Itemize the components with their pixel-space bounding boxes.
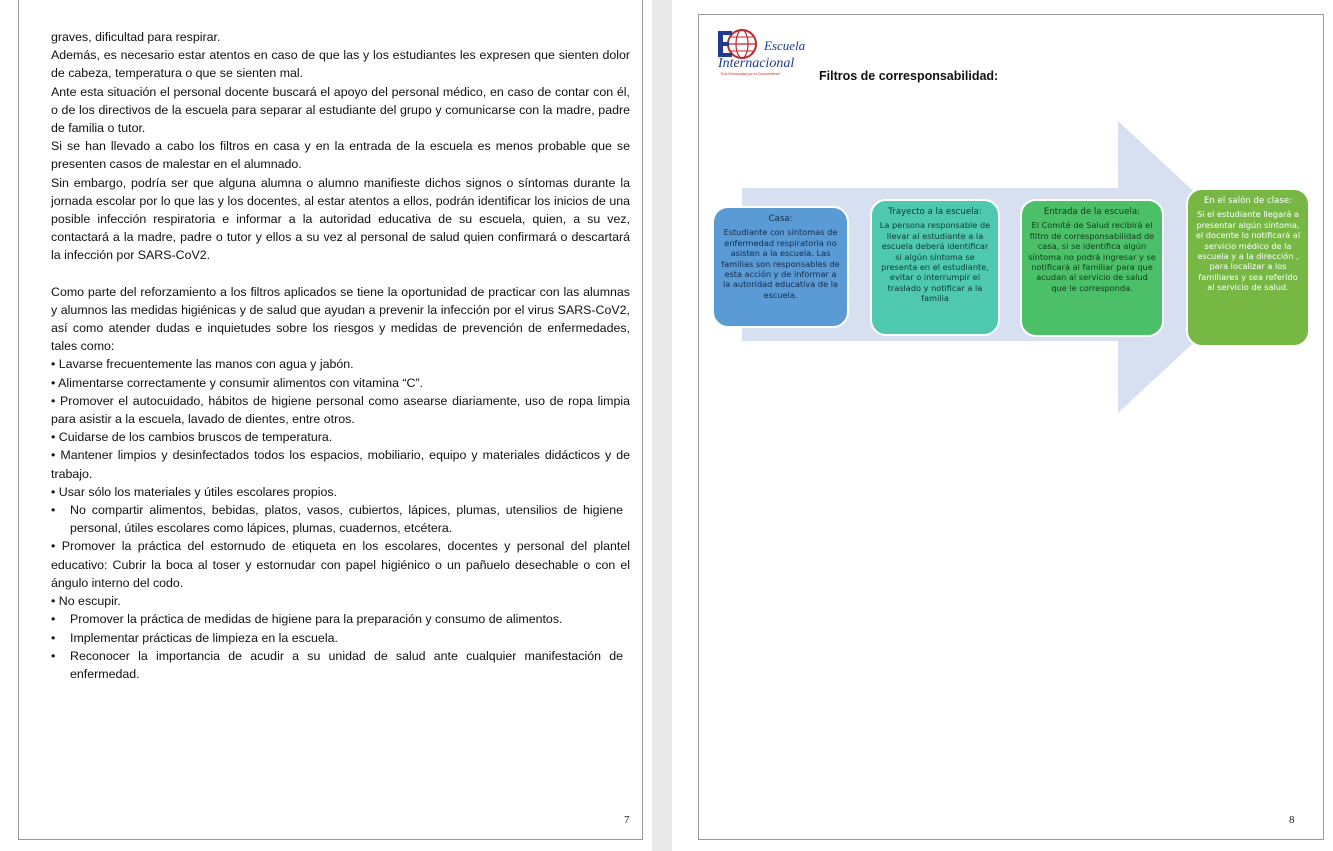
page-number: 8	[1289, 814, 1295, 826]
logo-text: Escuela	[764, 38, 806, 53]
step-entrada	[1020, 199, 1164, 337]
page-number: 7	[624, 814, 630, 826]
step-title: Entrada de la escuela:	[1043, 207, 1141, 217]
body-text	[51, 28, 630, 683]
list-item	[51, 610, 630, 628]
bullet-symbol: •	[51, 612, 56, 627]
page-gap	[652, 0, 672, 851]
list-item-text: Promover la práctica de medidas de higiene para la preparación y consumo de alimentos.	[70, 612, 563, 627]
list-item-text: Implementar prácticas de limpieza en la escuela.	[70, 630, 338, 645]
step-casa	[712, 206, 849, 328]
list-item: • Promover el autocuidado, hábitos de higiene personal como asearse diariamente, uso de ropa limpia para asistir a la escuela, lavado de dientes, entre otros.	[51, 393, 630, 427]
paragraph: Sin embargo, podría ser que alguna alumna o alumno manifieste dichos signos o síntomas durante la jornada escolar por lo que las y los docentes, al estar atentos a ellos, podrán identificar los inicios de una posible infección respiratoria e informar a la autoridad educativa de su escuela, quien, a su vez, contactará a la madre, padre o tutor y ellos a su vez al personal de salud quien confirmará o descartará la infección por SARS-CoV2.	[51, 175, 630, 263]
paragraph: Como parte del reforzamiento a los filtros aplicados se tiene la oportunidad de practicar con las alumnas y alumnos las medidas higiénicas y de salud que ayudan a prevenir la infección por el virus SARS-CoV2, así como atender dudas e inquietudes sobre los riesgos y medidas de prevención de enfermedades, tales como:	[51, 284, 630, 354]
list-item: • Lavarse frecuentemente las manos con agua y jabón.	[51, 357, 354, 372]
step-title: Trayecto a la escuela:	[888, 207, 982, 217]
diagram-title: Filtros de corresponsabilidad:	[819, 69, 999, 83]
step-text: El Comité de Salud recibirá el filtro de corresponsabilidad de casa, si se identifica algún síntoma no podrá ingresar y se notificará al familiar para que acudan al servicio de salud que le corresponda.	[1028, 220, 1156, 293]
page-7	[0, 0, 652, 851]
step-text: Estudiante con síntomas de enfermedad respiratoria no asisten a la escuela. Las familias son responsables de esta acción y de informar a la autoridad educativa de la escuela.	[721, 227, 840, 300]
list-item: • Usar sólo los materiales y útiles escolares propios.	[51, 484, 337, 499]
list-item	[51, 629, 630, 647]
step-text: La persona responsable de llevar al estudiante a la escuela deberá identificar si algún síntoma se presenta en el estudiante, evitar o interrumpir el traslado y notificar a la familia	[879, 220, 991, 304]
step-text: Si el estudiante llegará a presentar algún síntoma, el docente lo notificará al servicio médico de la escuela y a la dirección , para localizar a los familiares y sea referido al servicio de salud.	[1195, 209, 1301, 293]
logo-text: Internacional	[718, 56, 795, 71]
logo-tagline: "A la Humanidad por el Conocimiento"	[720, 72, 781, 76]
list-item	[51, 647, 630, 683]
step-salon	[1186, 188, 1310, 347]
list-item-text: No compartir alimentos, bebidas, platos, vasos, cubiertos, lápices, plumas, utensilios de higiene personal, útiles escolares como lápices, plumas, cuadernos, etcétera.	[70, 503, 623, 536]
paragraph: Si se han llevado a cabo los filtros en casa y en la entrada de la escuela es menos probable que se presenten casos de malestar en el alumnado.	[51, 139, 630, 172]
list-item: • Alimentarse correctamente y consumir alimentos con vitamina “C”.	[51, 375, 424, 390]
list-item: • Promover la práctica del estornudo de etiqueta en los escolares, docentes y personal del plantel educativo: Cubrir la boca al toser y estornudar con papel higiénico o un pañuelo desechable o con el ángulo interno del codo.	[51, 539, 630, 590]
page-8	[672, 0, 1333, 851]
step-title: Casa:	[768, 214, 793, 224]
bullet-symbol: •	[51, 630, 56, 645]
list-item-text: Reconocer la importancia de acudir a su unidad de salud ante cualquier manifestación de enfermedad.	[70, 648, 623, 681]
list-item: • Cuidarse de los cambios bruscos de temperatura.	[51, 430, 333, 445]
bullet-symbol: •	[51, 648, 56, 663]
list-item: • No escupir.	[51, 594, 121, 609]
paragraph: Además, es necesario estar atentos en caso de que las y los estudiantes les expresen que sienten dolor de cabeza, temperatura o que se sienten mal.	[51, 48, 630, 81]
paragraph: Ante esta situación el personal docente buscará el apoyo del personal médico, en caso de contar con él, o de los directivos de la escuela para separar al estudiante del grupo y comunicarse con la madre, padre de familia o tutor.	[51, 84, 630, 136]
list-item	[51, 501, 630, 537]
paragraph: graves, dificultad para respirar.	[51, 30, 221, 44]
process-arrow	[672, 0, 1333, 851]
step-trayecto	[870, 199, 1000, 336]
list-item: • Mantener limpios y desinfectados todos los espacios, mobiliario, equipo y materiales didácticos y de trabajo.	[51, 448, 630, 481]
bullet-symbol: •	[51, 503, 56, 518]
step-title: En el salón de clase:	[1203, 196, 1293, 206]
